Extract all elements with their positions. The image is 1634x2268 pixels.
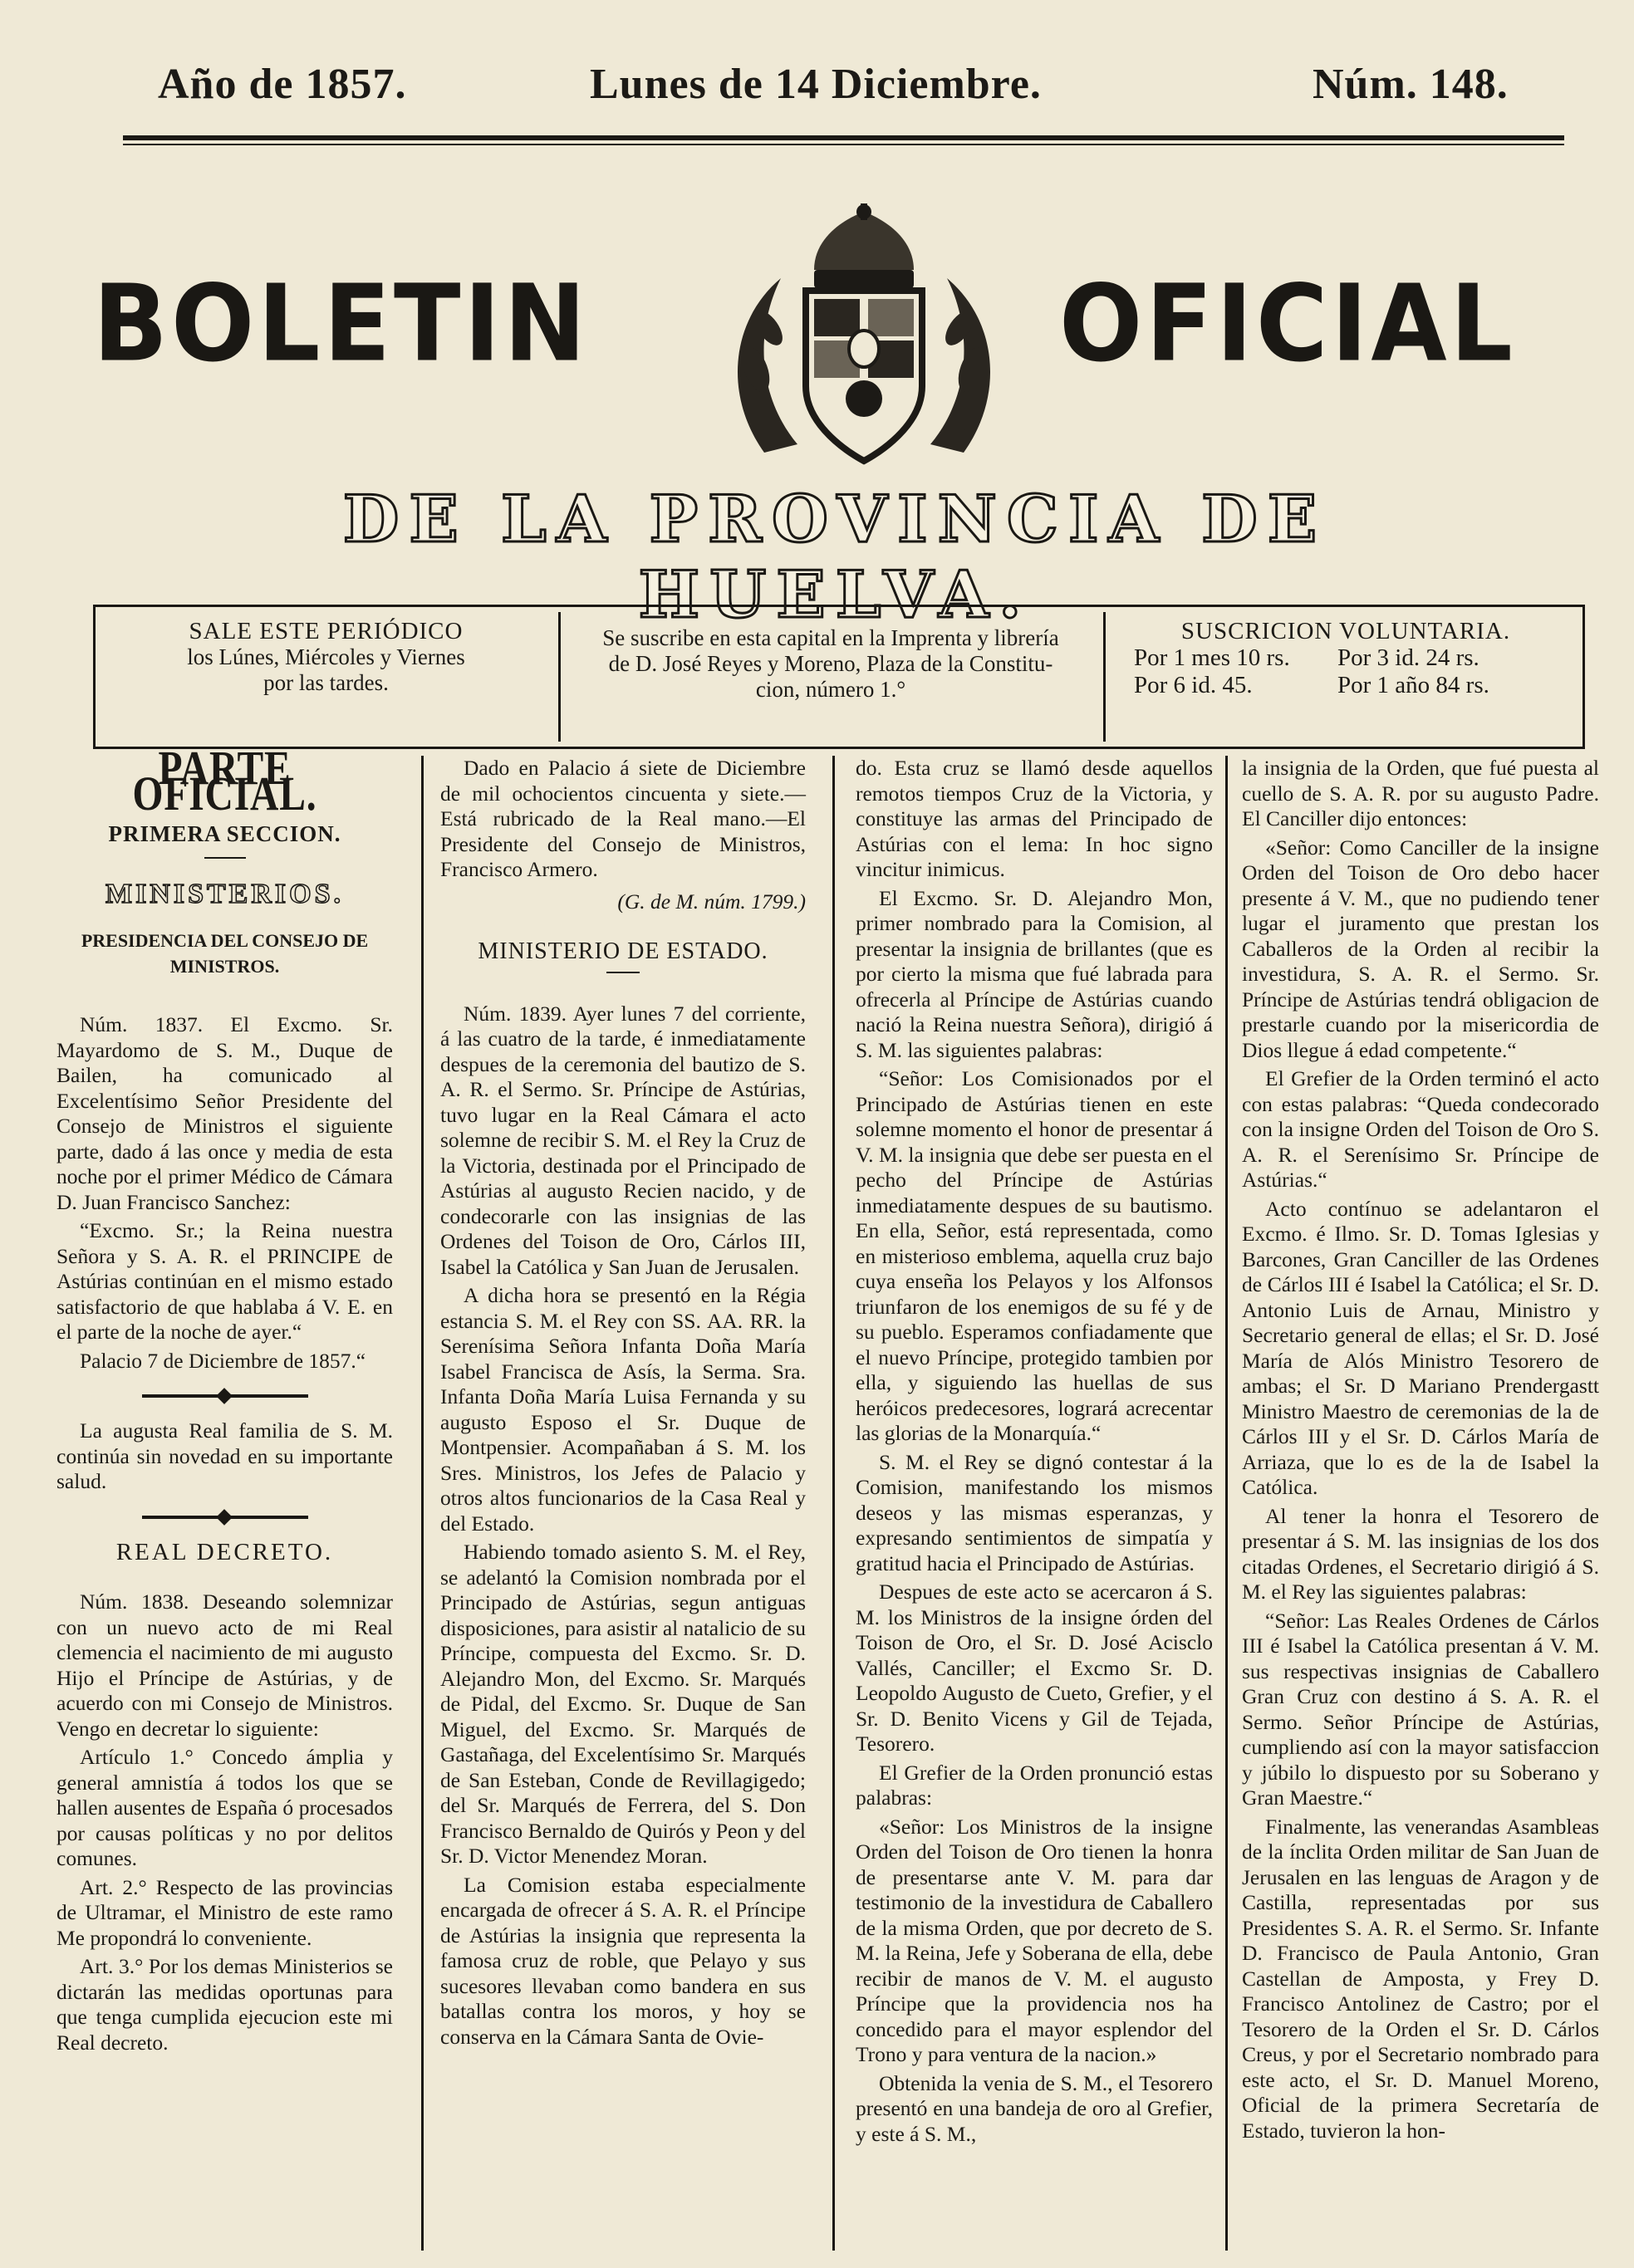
paragraph: la insignia de la Orden, que fué puesta al cuello de S. A. R. por su augusto Padre. El Canciller dijo entonces: xyxy=(1242,756,1599,830)
ministerios-heading: MINISTERIOS. xyxy=(105,878,344,909)
column-divider xyxy=(421,756,424,2251)
paragraph: Obtenida la venia de S. M., el Tesorero presentó en una bandeja de oro al Grefier, y este á S. M., xyxy=(856,2070,1213,2146)
paragraph: «Señor: Como Canciller de la insigne Orden del Toison de Oro debo hacer presente á V. M., que no pudiendo tener lugar el juramento que prestan los Caballeros de la Orden al recibir la investidura, S. A. R. el Sermo. Sr. Príncipe de Astúrias tendrá obligacion de prestarle cuando por la misericordia de Dios llegue á edad competente.“ xyxy=(1242,835,1599,1062)
masthead-title-right: OFICIAL xyxy=(1059,261,1516,385)
paragraph: Dado en Palacio á siete de Diciembre de mil ochocientos cincuenta y siete.—Está rubricado de la Real mano.—El Presidente del Consejo de Ministros, Francisco Armero. xyxy=(440,756,806,881)
subscription-box xyxy=(93,605,1585,749)
paragraph: Art. 3.° Por los demas Ministerios se dictarán las medidas oportunas para que tenga cumplida ejecucion este mi Real decreto. xyxy=(56,1954,393,2055)
paragraph: “Señor: Las Reales Ordenes de Cárlos III é Isabel la Católica presentan á V. M. sus respectivas insignias de Caballero Gran Cruz con destino á S. A. R. el Sermo. Señor Príncipe de Astúrias, cumpliendo así con la mayor satisfaccion y júbilo lo dispuesto por su Soberano y Gran Maestre.“ xyxy=(1242,1608,1599,1810)
paragraph: Núm. 1839. Ayer lunes 7 del corriente, á las cuatro de la tarde, é inmediatamente despues de la ceremonia del bautizo de S. A. R. el Sermo. Sr. Príncipe de Astúrias, tuvo lugar en la Real Cámara el acto solemne de recibir S. M. el Rey la Cruz de la Victoria, destinada por el Principado de Astúrias al augusto Recien nacido, y de condecorarle con las insignias de las Ordenes del Toison de Oro, Cárlos III, Isabel la Católica y San Juan de Jerusalen. xyxy=(440,1001,806,1279)
masthead-title-left: BOLETIN xyxy=(93,261,590,385)
divider xyxy=(606,972,640,973)
paragraph: Finalmente, las venerandas Asambleas de la ínclita Orden militar de San Juan de Jerusalen en las lenguas de Aragon y de Castilla, representadas por sus Presidentes S. A. R. el Sermo. Sr. Infante D. Francisco de Paula Antonio, Gran Castellan de Amposta, y Frey D. Francisco Antolinez de Castro; por el Tesorero de la Orden el Sr. D. Cárlos Creus, y por el Secretario nombrado para este acto, el Sr. D. Manuel Moreno, Oficial de la primera Secretaría de Estado, tuvieron la hon- xyxy=(1242,1814,1599,2143)
column-1 xyxy=(56,741,393,2059)
subscription-prices: SUSCRICION VOLUNTARIA. Por 1 mes 10 rs. Por 3 id. 24 rs. Por 6 id. 45. Por 1 año 84 rs. xyxy=(1109,607,1582,758)
paragraph: La augusta Real familia de S. M. continúa sin novedad en su importante salud. xyxy=(56,1418,393,1493)
divider xyxy=(204,857,246,859)
ministerio-estado-heading: MINISTERIO DE ESTADO. xyxy=(478,938,768,964)
top-rule-thin xyxy=(123,144,1564,145)
paragraph: «Señor: Los Ministros de la insigne Orden del Toison de Oro tienen la honra de presentarse ante V. M. para dar testimonio de la investidura de Caballero de la misma Orden, que por decreto de S. M. la Reina, Jefe y Soberana de ella, debe recibir de manos de V. M. el augusto Príncipe que la providencia nos ha concedido para el mayor esplendor del Trono y para ventura de la nacion.» xyxy=(856,1814,1213,2066)
subscription-place: Se suscribe en esta capital en la Imprenta y librería de D. José Reyes y Moreno, Plaza de la Constitu- cion, número 1.° xyxy=(602,625,1059,702)
royal-coat-of-arms-icon xyxy=(706,203,1022,478)
parte-oficial-heading: PARTE OFICIAL. xyxy=(132,741,317,820)
paragraph: Núm. 1838. Deseando solemnizar con un nuevo acto de mi Real clemencia el nacimiento de mi augusto Hijo el Príncipe de Astúrias, y de acuerdo con mi Consejo de Ministros. Vengo en decretar lo siguiente: xyxy=(56,1590,393,1741)
paragraph: S. M. el Rey se dignó contestar á la Comision, manifestando los mismos deseos y las mismas esperanzas, y expresando sentimientos de simpatía y gratitud hacia el Principado de Astúrias. xyxy=(856,1449,1213,1575)
paragraph: “Excmo. Sr.; la Reina nuestra Señora y S. A. R. el PRINCIPE de Astúrias continúan en el mismo estado satisfactorio de que hablaba á V. E. en el parte de la noche de ayer.“ xyxy=(56,1218,393,1344)
column-divider xyxy=(832,756,835,2251)
paragraph: El Grefier de la Orden pronunció estas palabras: xyxy=(856,1760,1213,1810)
paragraph: “Señor: Los Comisionados por el Principado de Astúrias tienen en este solemne momento el honor de presentar á V. M. la insignia que debe ser puesta en el pecho del Príncipe de Astúrias inmediatamente despues de su bautismo. En ella, Señor, está representada, como en misterioso emblema, aquella cruz bajo cuya enseña los Pelayos y los Alfonsos triunfaron de los enemigos de su fé y de su pueblo. Esperamos confiadamente que el nuevo Príncipe, protegido tambien por ella, y siguiendo las huellas de sus heróicos predecesores, logrará acrecentar las glorias de la Monarquía.“ xyxy=(856,1066,1213,1445)
box-divider xyxy=(1103,612,1106,742)
paragraph: Habiendo tomado asiento S. M. el Rey, se adelantó la Comision nombrada por el Principado de Astúrias, segun antiguas disposiciones, para asistir al natalicio de su Príncipe, compuesta del Excmo. Sr. D. Alejandro Mon, del Excmo. Sr. Marqués de Pidal, del Excmo. Sr. Duque de San Miguel, del Excmo. Sr. Marqués de Gastañaga, del Excelentísimo Sr. Marqués de San Esteban, Conde de Revillagigedo; del Sr. Marqués de Ferrera, del S. Don Francisco Bernaldo de Quirós y Peon y del Sr. D. Victor Menendez Moran. xyxy=(440,1540,806,1868)
dateline xyxy=(116,43,1529,118)
paragraph: Acto contínuo se adelantaron el Excmo. é Ilmo. Sr. D. Tomas Iglesias y Barcones, Gran Canciller de las Ordenes de Cárlos III é Isabel la Católica; el Sr. D. Antonio Luis de Arnau, Ministro y Secretario general de ellas; el Sr. D. José María de Alós Ministro Tesorero de ambas; el Sr. D Mariano Prendergastt Ministro Maestro de ceremonias de la de Cárlos III y el Sr. D. Cárlos María de Arriaza, que lo es de la de Isabel la Católica. xyxy=(1242,1196,1599,1499)
paragraph: El Grefier de la Orden terminó el acto con estas palabras: “Queda condecorado con la insigne Orden del Toison de Oro S. A. R. el Serenísimo Sr. Príncipe de Astúrias.“ xyxy=(1242,1066,1599,1192)
paragraph: do. Esta cruz se llamó desde aquellos remotos tiempos Cruz de la Victoria, y constituye las armas del Principado de Astúrias con el lema: In hoc signo vincitur inimicus. xyxy=(856,756,1213,881)
issue-date: Lunes de 14 Diciembre. xyxy=(590,61,1042,108)
column-4 xyxy=(1242,756,1599,2147)
issue-year: Año de 1857. xyxy=(158,61,407,108)
price-list: Por 1 mes 10 rs. Por 3 id. 24 rs. Por 6 id. 45. Por 1 año 84 rs. xyxy=(1134,644,1489,698)
paragraph: El Excmo. Sr. D. Alejandro Mon, primer nombrado para la Comision, al presentar la insignia de brillantes (que es por cierto la misma que fué labrada para ofrecerla al Príncipe de Astúrias cuando nació la Reina nuestra Señora), dirigió á S. M. las siguientes palabras: xyxy=(856,885,1213,1062)
paragraph: Al tener la honra el Tesorero de presentar á S. M. las insignias de los dos citadas Ordenes, el Secretario dirigió á S. M. el Rey las siguientes palabras: xyxy=(1242,1503,1599,1604)
column-divider xyxy=(1225,756,1228,2251)
ornament-divider xyxy=(142,1392,308,1400)
issue-number: Núm. 148. xyxy=(1313,61,1509,108)
column-3 xyxy=(856,756,1213,2150)
paragraph: Núm. 1837. El Excmo. Sr. Mayardomo de S. M., Duque de Bailen, ha comunicado al Excelentísimo Señor Presidente del Consejo de Ministros el siguiente parte, dado á las once y media de esta noche por el primer Médico de Cámara D. Juan Francisco Sanchez: xyxy=(56,1012,393,1214)
presidencia-heading: PRESIDENCIA DEL CONSEJO DE MINISTROS. xyxy=(81,930,369,977)
paragraph: La Comision estaba especialmente encargada de ofrecer á S. A. R. el Príncipe de Astúrias la insignia que representa la famosa cruz de roble, que Pelayo y sus sucesores llevaban como bandera en sus batallas contra los moros, y hoy se conserva en la Cámara Santa de Ovie- xyxy=(440,1872,806,2049)
publication-days: SALE ESTE PERIÓDICO los Lúnes, Miércoles y Viernes por las tardes. xyxy=(187,618,465,695)
paragraph: Palacio 7 de Diciembre de 1857.“ xyxy=(80,1348,366,1373)
paragraph: Artículo 1.° Concedo ámplia y general amnistía á todos los que se hallen ausentes de España ó procesados por causas políticas y no por delitos comunes. xyxy=(56,1745,393,1870)
paragraph: Art. 2.° Respecto de las provincias de Ultramar, el Ministro de este ramo Me propondrá lo conveniente. xyxy=(56,1874,393,1950)
section-heading: PRIMERA SECCION. xyxy=(108,821,341,846)
source-citation: (G. de M. núm. 1799.) xyxy=(617,889,806,914)
real-decreto-heading: REAL DECRETO. xyxy=(115,1538,334,1565)
paragraph: A dicha hora se presentó en la Régia estancia S. M. el Rey con SS. AA. RR. la Serenísima Señora Infanta Doña María Isabel Francisca de Asís, la Serma. Sra. Infanta Doña María Luisa Fernanda y su augusto Esposo el Sr. Duque de Montpensier. Acompañaban á S. M. los Sres. Ministros, los Jefes de Palacio y otros altos funcionarios de la Casa Real y del Estado. xyxy=(440,1283,806,1536)
masthead-subtitle: DE LA PROVINCIA DE HUELVA. xyxy=(342,482,1327,633)
paragraph: Despues de este acto se acercaron á S. M. los Ministros de la insigne órden del Toison de Oro, el Sr. D. José Acisclo Vallés, Canciller; el Excmo Sr. D. Leopoldo Augusto de Cueto, Grefier, y el Sr. D. Benito Vicens y Gil de Tejada, Tesorero. xyxy=(856,1580,1213,1756)
ornament-divider xyxy=(142,1513,308,1521)
top-rule xyxy=(123,135,1564,140)
column-2 xyxy=(440,756,806,2053)
